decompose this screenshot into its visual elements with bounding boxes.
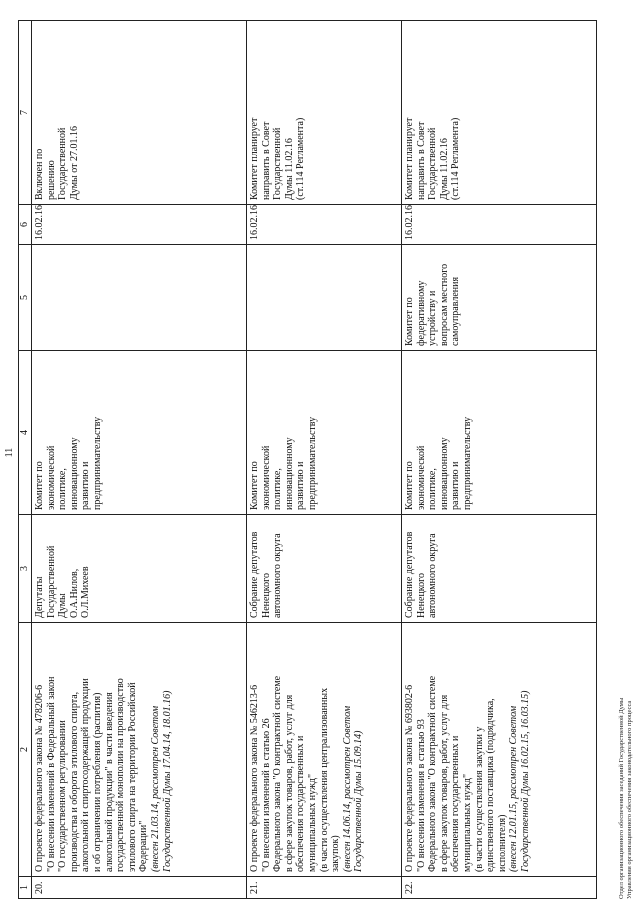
- review-date: 16.02.16: [402, 205, 597, 245]
- desc-line: (в части осуществления закупки у: [473, 726, 485, 872]
- note-line: Государственной Думы 17.04.14, 18.01.16): [161, 690, 173, 872]
- author-line: автономного округа: [427, 533, 439, 618]
- committee-line: развитию и: [450, 461, 462, 510]
- table-row: [32, 21, 247, 899]
- note-line: (внесен 14.06.14, рассмотрен Советом: [341, 705, 353, 872]
- status-line: (ст.114 Регламента): [450, 117, 462, 200]
- bill-author: [402, 515, 597, 623]
- table-row: [247, 21, 402, 899]
- author-line: Собрание депутатов: [404, 531, 415, 618]
- co-executor-committee: [247, 245, 402, 351]
- status-line: решению: [45, 160, 57, 200]
- footer-line: Управления организационного обеспечения законодательного процесса: [626, 700, 633, 899]
- desc-line: и об ограничении потребления (распития): [91, 692, 103, 872]
- column-number: 7: [19, 21, 32, 205]
- committee-line: Комитет по: [249, 461, 260, 510]
- author-line: Ненецкого: [260, 572, 272, 618]
- committee-line: экономической: [415, 445, 427, 510]
- desc-line: О проекте федерального закона № 693802-6: [404, 684, 415, 872]
- column-number: 6: [19, 205, 32, 245]
- responsible-committee: [32, 351, 247, 515]
- author-line: Собрание депутатов: [249, 531, 260, 618]
- committee-line: развитию и: [80, 461, 92, 510]
- footer-line: Отдел организационного обеспечения заседаний Государственной Думы: [618, 697, 625, 899]
- bill-description: [32, 623, 247, 877]
- desc-line: Федерального закона "О контрактной системе: [272, 675, 284, 872]
- desc-line: О проекте федерального закона № 478206-6: [34, 684, 45, 872]
- desc-line: Федерального закона "О контрактной системе: [427, 675, 439, 872]
- status-line: Комитет планирует: [404, 117, 415, 200]
- desc-line: муниципальных нужд": [461, 773, 473, 872]
- committee-line: политике,: [427, 468, 439, 510]
- review-date: 16.02.16: [32, 205, 247, 245]
- desc-line: (в части осуществления централизованных: [318, 687, 330, 872]
- status-line: Думы 11.02.16: [283, 138, 295, 200]
- co_committee-line: вопросам местного: [438, 263, 450, 346]
- status-line: Комитет планирует: [249, 117, 260, 200]
- desc-line: "О государственном регулировании: [57, 720, 69, 872]
- responsible-committee: [247, 351, 402, 515]
- committee-line: Комитет по: [404, 461, 415, 510]
- author-line: Ненецкого: [415, 572, 427, 618]
- committee-line: предпринимательству: [306, 416, 318, 510]
- note-line: Государственной Думы 15.09.14): [353, 730, 365, 872]
- desc-line: единственного поставщика (подрядчика,: [485, 698, 497, 872]
- note-line: (внесен 21.03.14, рассмотрен Советом: [149, 705, 161, 872]
- committee-line: инновационному: [68, 437, 80, 510]
- author-line: Думы: [57, 593, 69, 618]
- committee-line: экономической: [45, 445, 57, 510]
- author-line: О.Л.Михеев: [80, 566, 92, 618]
- status-line: направить в Совет: [415, 121, 427, 200]
- status-note: [402, 21, 597, 205]
- co-executor-committee: [32, 245, 247, 351]
- co_committee-line: самоуправления: [450, 276, 462, 346]
- committee-line: развитию и: [295, 461, 307, 510]
- note-line: Государственной Думы 16.02.15, 16.03.15): [519, 690, 531, 872]
- committee-line: инновационному: [283, 437, 295, 510]
- status-line: Думы 11.02.16: [438, 138, 450, 200]
- desc-line: О проекте федерального закона № 546213-6: [249, 684, 260, 872]
- status-line: Включен по: [34, 148, 45, 200]
- desc-line: "О внесении изменений в статью 26: [260, 718, 272, 872]
- author-line: Депутаты: [34, 576, 45, 618]
- status-line: (ст.114 Регламента): [295, 117, 307, 200]
- column-number: 4: [19, 351, 32, 515]
- page-number: 11: [4, 447, 15, 458]
- bill-description: [247, 623, 402, 877]
- column-number: 5: [19, 245, 32, 351]
- co_committee-line: федеративному: [415, 280, 427, 346]
- column-number-row: [19, 21, 32, 899]
- table-row: [402, 21, 597, 899]
- desc-line: в сфере закупок товаров, работ, услуг для: [438, 694, 450, 872]
- committee-line: Комитет по: [34, 461, 45, 510]
- row-number: 20.: [32, 877, 247, 899]
- desc-line: этилового спирта на территории Российской: [126, 682, 138, 872]
- footer: [618, 698, 634, 899]
- desc-line: исполнителя): [496, 814, 508, 872]
- committee-line: политике,: [272, 468, 284, 510]
- row-number: 21.: [247, 877, 402, 899]
- bill-author: [32, 515, 247, 623]
- committee-line: инновационному: [438, 437, 450, 510]
- bill-author: [247, 515, 402, 623]
- co_committee-line: устройству и: [427, 290, 439, 346]
- committee-line: политике,: [57, 468, 69, 510]
- desc-line: Федерации": [138, 820, 150, 872]
- column-number: 1: [19, 877, 32, 899]
- column-number: 2: [19, 623, 32, 877]
- bill-description: [402, 623, 597, 877]
- status-line: направить в Совет: [260, 121, 272, 200]
- desc-line: обеспечения государственных и: [450, 735, 462, 872]
- author-line: О.А.Нилов,: [68, 568, 80, 618]
- co-executor-committee: [402, 245, 597, 351]
- desc-line: "О внесении изменения в статью 93: [415, 719, 427, 872]
- desc-line: муниципальных нужд": [306, 773, 318, 872]
- status-note: [32, 21, 247, 205]
- desc-line: обеспечения государственных и: [295, 735, 307, 872]
- committee-line: предпринимательству: [91, 416, 103, 510]
- desc-line: "О внесении изменений в Федеральный закон: [45, 676, 57, 872]
- author-line: автономного округа: [272, 533, 284, 618]
- committee-line: экономической: [260, 445, 272, 510]
- status-line: Думы от 27.01.16: [68, 126, 80, 200]
- responsible-committee: [402, 351, 597, 515]
- desc-line: производства и оборота этилового спирта,: [68, 691, 80, 872]
- desc-line: алкогольной продукции" в части введения: [103, 692, 115, 872]
- author-line: Государственной: [45, 545, 57, 618]
- row-number: 22.: [402, 877, 597, 899]
- register-table: [18, 20, 597, 899]
- desc-line: алкогольной и спиртосодержащей продукции: [80, 678, 92, 872]
- desc-line: государственной монополии на производство: [115, 678, 127, 872]
- status-note: [247, 21, 402, 205]
- column-number: 3: [19, 515, 32, 623]
- co_committee-line: Комитет по: [404, 297, 415, 346]
- review-date: 16.02.16: [247, 205, 402, 245]
- desc-line: закупок): [330, 835, 342, 872]
- status-line: Государственной: [272, 127, 284, 200]
- status-line: Государственной: [57, 127, 69, 200]
- committee-line: предпринимательству: [461, 416, 473, 510]
- desc-line: в сфере закупок товаров, работ, услуг для: [283, 694, 295, 872]
- status-line: Государственной: [427, 127, 439, 200]
- note-line: (внесен 12.01.15, рассмотрен Советом: [508, 705, 520, 872]
